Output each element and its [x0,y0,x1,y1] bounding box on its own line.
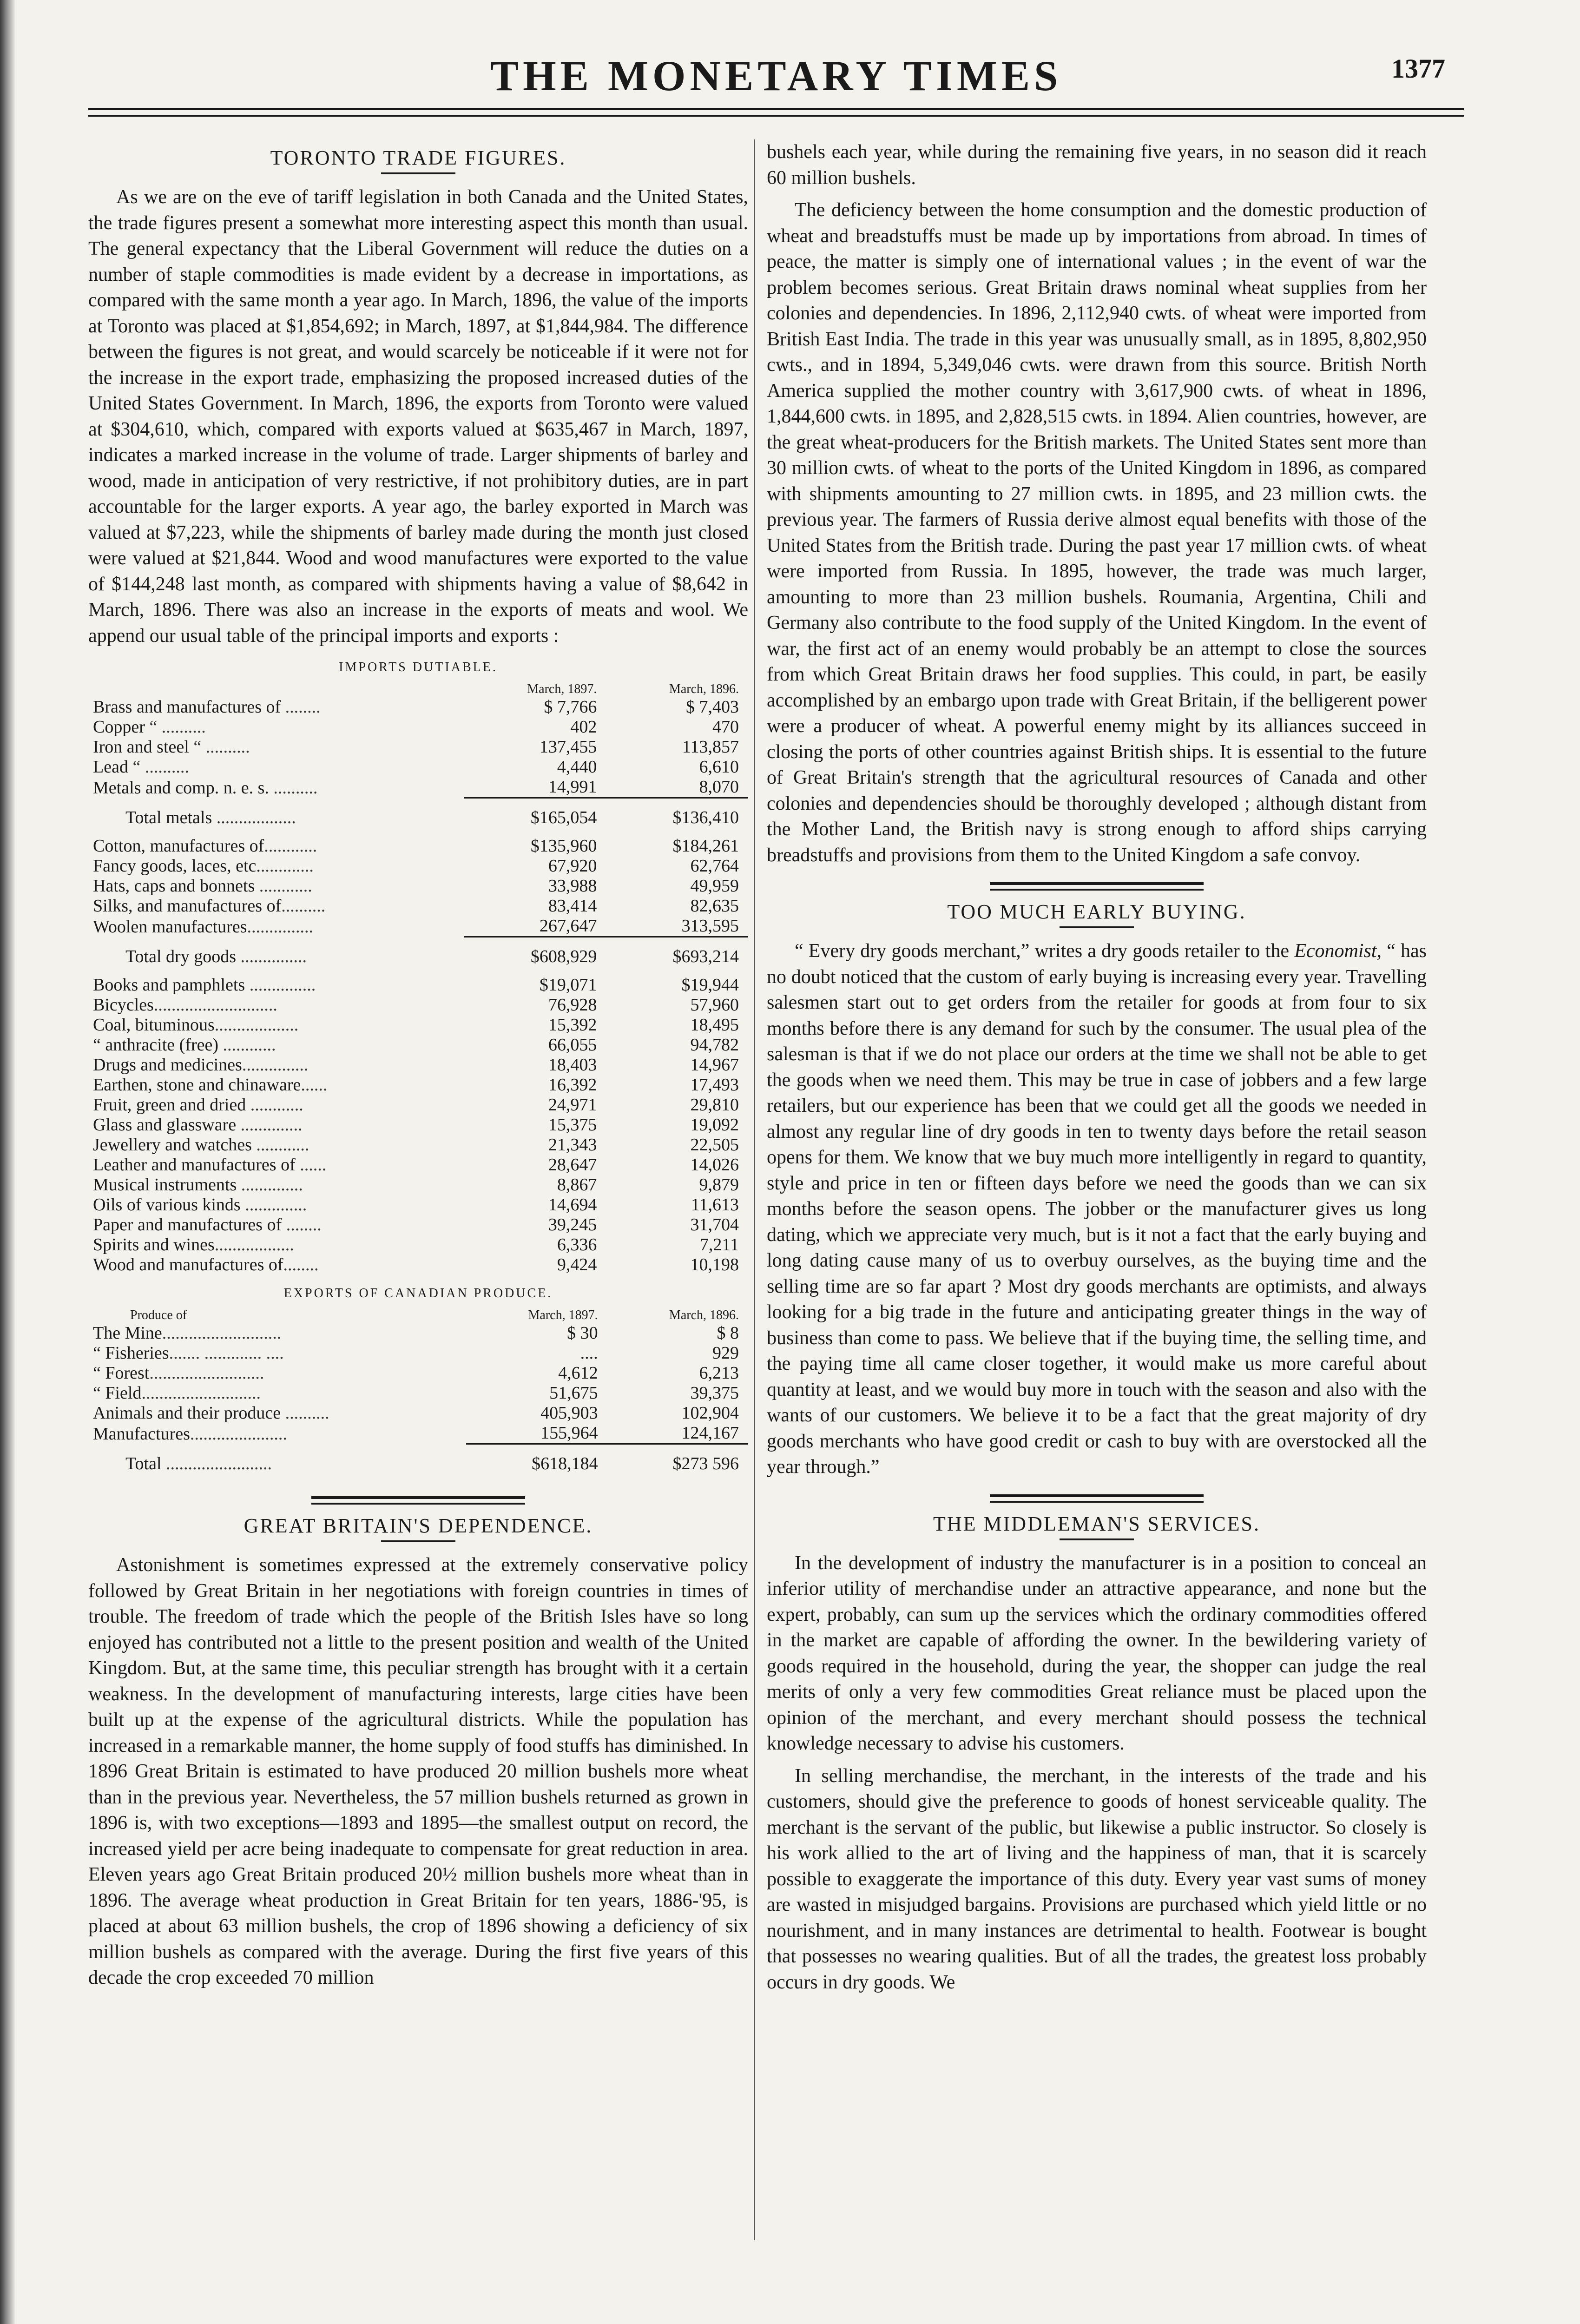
value-1897: 67,920 [548,856,597,876]
row-label: Musical instruments [93,1175,237,1195]
imports-caption: IMPORTS DUTIABLE. [339,660,498,674]
value-1897: 24,971 [548,1095,597,1115]
value-1896: 102,904 [681,1403,739,1423]
other-imports-rows [93,975,748,1275]
britain-paragraph-2: The deficiency between the home consumption and the domestic production of wheat and breadstuffs must be made up by importations from abroad. In times of peace, the matter is simply one of international values ; in the event of war the problem becomes serious. Great Britain draws nominal wheat supplies from her colonies and dependencies. In 1896, 2,112,940 cwts. of wheat were imported from British East India. The trade in this year was unusually small, as in 1895, 8,802,950 cwts., and in 1894, 5,349,046 cwts. were drawn from this source. British North America supplied the mother country with 3,617,900 cwts. of wheat in 1896, 1,844,600 cwts. in 1895, and 2,828,515 cwts. in 1894. Alien countries, however, are the great wheat-producers for the British markets. The United States sent more than 30 million cwts. of wheat to the ports of the United Kingdom in 1896, as compared with shipments amounting to 27 million cwts. in 1895, and 23 million cwts. the previous year. The farmers of Russia derive almost equal benefits with those of the United States from the British trade. During the past year 17 million cwts. of wheat were imported from Russia. In 1895, however, the trade was much larger, amounting to more than 23 million bushels. Roumania, Argentina, Chili and Germany also contribute to the food supply of the United Kingdom. In the event of war, the first act of an enemy would probably be an attempt to close the sources from which Great Britain draws her food supplies. This could, in part, be easily accomplished by an embargo upon trade with Great Britain, if the belligerent power were a producer of wheat. A powerful enemy might by its alliances succeed in closing the ports of other countries against British ships. It is essential to the future of Great Britain's strength that the agricultural resources of Canada and other colonies and dependencies should be thoroughly developed ; although distant from the Mother Land, the British navy is strong enough to afford ships carrying breadstuffs and provisions from them to the United Kingdom a safe convoy. [767,199,1427,866]
row-label: Hats, caps and bonnets [93,876,255,896]
row-leader: ........................... [141,1383,261,1403]
middleman-paragraph-1: In the development of industry the manufacturer is in a position to conceal an inferior utility of merchandise under an attractive appearance, and none but the expert, probably, can sum up the services which the ordinary commodities offered in the market are capable of affording the owner. In the bewildering variety of goods required in the household, during the year, the shopper can judge the real merits of only a very few commodities Great reliance must be placed upon the opinion of the merchant, and every merchant should possess the technical knowledge necessary to advise his customers. [767,1552,1427,1754]
row-leader: ............ [264,836,317,856]
row-leader: ...... [295,1155,327,1175]
right-column [767,139,1427,2002]
total-dry-row [93,937,748,976]
metals-rows [93,697,748,798]
row-leader: ............ [246,1095,303,1115]
table-row [93,1035,748,1055]
table-row [93,1195,748,1215]
table-row [93,1015,748,1035]
page-number: 1377 [1391,53,1445,84]
table-row [93,777,748,798]
table-row [93,1323,748,1343]
value-1897: 405,903 [540,1403,598,1423]
value-1896: $693,214 [672,947,739,966]
value-1897: $ 7,766 [544,697,597,717]
buying-heading: TOO MUCH EARLY BUYING. [947,900,1246,923]
row-leader: .............. [236,1115,303,1135]
value-1896: 929 [712,1343,739,1363]
row-label: Iron and steel [93,737,189,757]
row-label: “ Fisheries [93,1343,169,1363]
row-leader: .......................... [149,1363,264,1383]
value-1896: 113,857 [682,737,739,757]
heading-rule [1060,1538,1134,1540]
row-label: Copper [93,717,145,737]
value-1897: $165,054 [530,808,597,827]
toronto-intro: As we are on the eve of tariff legislation in both Canada and the United States, the trade figures present a somewhat more interesting aspect this month than usual. The general expectancy that the Liberal Government will reduce the duties on a number of staple commodities is made evident by a decrease in importations, as compared with the same month a year ago. In March, 1896, the value of the imports at Toronto was placed at $1,854,692; in March, 1897, at $1,844,984. The difference between the figures is not great, and would scarcely be noticeable if it were not for the increase in the export trade, emphasizing the proposed increased duties of the United States Government. In March, 1896, the exports from Toronto were valued at $304,610, which, compared with exports valued at $635,467 in March, 1897, indicates a marked increase in the volume of trade. Larger shipments of barley and wood, made in anticipation of very restrictive, if not prohibitory duties, are in part accountable for the larger exports. A year ago, the barley exported in March was valued at $7,223, while the shipments of barley made during the month just closed were valued at $21,844. Wood and wood manufactures were exported to the value of $144,248 last month, as compared with shipments having a value of $8,642 in March, 1896. There was also an increase in the exports of meats and wool. We append our usual table of the principal imports and exports : [88,186,748,647]
value-1897: 155,964 [466,1423,607,1444]
value-1896: 11,613 [691,1195,739,1215]
row-label: Coal, bituminous [93,1015,215,1035]
exports-caption: EXPORTS OF CANADIAN PRODUCE. [283,1286,553,1301]
row-label: Bicycles [93,995,154,1015]
dry-goods-rows [93,836,748,937]
table-row [93,1075,748,1095]
value-1896: 6,213 [699,1363,739,1383]
britain-paragraph-1-continued: bushels each year, while during the remaining five years, in no season did it reach 60 million bushels. [767,141,1427,189]
value-1897: 66,055 [548,1035,597,1055]
value-1896: 470 [712,717,739,737]
row-leader: ....... ............. .... [169,1343,284,1363]
buying-rest: , “ has no doubt noticed that the custom of early buying is increasing every year. Travelling salesmen start out to get orders from the retailer for goods at from four to six months before there is any demand for such by the consumer. The usual plea of the salesman is that if we do not place our orders at the time we shall not be able to get the goods when we need them. This may be true in case of jobbers and a few large retailers, but our experience has been that we could get all the goods we needed in almost any regular line of dry goods in ten to twenty days before the retail season opens for them. We know that we buy much more intelligently in regard to quantity, style and price in ten or fifteen days before we need the goods than we can six months before the season opens. The jobber or the manufacturer gives us long dating, which we appreciate very much, but is it not a fact that the early buying and long dating cause many of us to overbuy ourselves, as the buying time and the selling time are so far apart ? Most dry goods merchants are optimists, and always looking for a big trade in the future and anticipating greater things in the way of business than come to pass. We believe that if the buying time, the selling time, and the paying time all came closer together, it would make us more careful about quantity at least, and we would buy more in touch with the season and also with the wants of our customers. We believe it to be a fact that the great majority of dry goods merchants who have good credit or cash to buy with are overstocked all the year through.” [767,940,1427,1478]
imports-col-1897: March, 1897. [527,682,597,696]
value-1897: 18,403 [548,1055,597,1075]
value-1897: 51,675 [549,1383,598,1403]
row-leader: ........ [283,1255,319,1274]
table-row [93,1343,748,1363]
value-1896: 18,495 [690,1015,739,1035]
row-label: The Mine [93,1323,162,1343]
row-label: “ Forest [93,1363,150,1383]
exports-header-row [93,1307,748,1323]
row-leader: .............. [240,1195,307,1215]
row-leader: ............ [218,1035,276,1055]
value-1897: 9,424 [557,1255,597,1274]
value-1897: 14,991 [464,777,606,798]
value-1897: 6,336 [557,1235,597,1254]
row-label: “ Field [93,1383,142,1403]
middleman-paragraph-2: In selling merchandise, the merchant, in the interests of the trade and his customers, should give the preference to goods of honest serviceable quality. The merchant is the servant of the public, but likewise a public instructor. So closely is his work allied to the art of living and the happiness of man, that it is scarcely possible to exaggerate the importance of this duty. Every year vast sums of money are wasted in misjudged bargains. Provisions are purchased which yield little or no nourishment, and in many instances are detrimental to health. Footwear is bought that possesses no wearing qualities. But of all the trades, the greatest loss probably occurs in dry goods. We [767,1765,1427,1993]
value-1896: 29,810 [690,1095,739,1115]
table-row [93,717,748,737]
row-label: Fancy goods, laces, etc. [93,856,261,876]
value-1897: 39,245 [548,1215,597,1235]
value-1897: 402 [570,717,597,737]
value-1896: 6,610 [699,757,739,777]
exports-col-1897: March, 1897. [528,1308,598,1322]
row-leader: “ .......... [128,757,189,777]
row-leader: “ .......... [145,717,206,737]
value-1896: $136,410 [672,808,739,827]
value-1896: 57,960 [690,995,739,1015]
value-1897: $ 30 [567,1323,598,1343]
table-row [93,995,748,1015]
table-row [93,1095,748,1115]
value-1897: 14,694 [548,1195,597,1215]
table-row [93,1235,748,1255]
table-row [93,896,748,916]
table-row [93,737,748,757]
table-row [93,1055,748,1075]
row-label: Leather and manufactures of [93,1155,296,1175]
header-rule-top [88,108,1464,110]
row-leader: “ .......... [189,737,250,757]
value-1896: 49,959 [690,876,739,896]
value-1897: 4,612 [558,1363,598,1383]
table-row [93,836,748,856]
exports-col-1896: March, 1896. [669,1308,739,1322]
row-leader: ............ [255,876,312,896]
row-label: Cotton, manufactures of [93,836,264,856]
value-1896: $ 7,403 [686,697,739,717]
row-label: Total [125,1454,162,1473]
value-1896: 31,704 [690,1215,739,1235]
value-1896: 17,493 [690,1075,739,1095]
value-1896: 22,505 [690,1135,739,1155]
value-1897: .... [580,1343,598,1363]
row-label: Drugs and medicines [93,1055,242,1075]
row-label: Earthen, stone and chinaware [93,1075,301,1095]
value-1897: 21,343 [548,1135,597,1155]
row-leader: ............ [251,1135,309,1155]
row-leader: ............... [236,947,307,966]
value-1897: 4,440 [557,757,597,777]
row-label: Animals and their produce [93,1403,281,1423]
value-1896: 313,595 [606,916,748,937]
value-1896: 62,764 [690,856,739,876]
row-label: “ anthracite (free) [93,1035,219,1055]
row-leader: ........................ [161,1454,272,1473]
row-label: Glass and glassware [93,1115,237,1135]
left-column [88,139,748,1998]
table-row [93,975,748,995]
imports-col-1896: March, 1896. [669,682,739,696]
row-label: Total dry goods [125,947,236,966]
column-divider [754,139,755,2240]
toronto-heading: TORONTO TRADE FIGURES. [270,146,566,169]
economist-title: Economist [1294,940,1377,962]
total-metals-row [93,798,748,837]
row-label: Brass and manufactures of [93,697,281,717]
value-1897: 33,988 [548,876,597,896]
value-1897: 28,647 [548,1155,597,1175]
value-1897: $19,071 [539,975,597,995]
section-double-rule [990,1494,1204,1503]
row-leader: .............. [237,1175,303,1195]
table-row [93,1175,748,1195]
row-leader: ...................... [190,1424,287,1444]
value-1896: 82,635 [690,896,739,916]
value-1897: 76,928 [548,995,597,1015]
row-leader: .......... [281,1403,329,1423]
row-leader: ...... [301,1075,328,1095]
value-1897: 15,375 [548,1115,597,1135]
row-leader: .......... [269,778,318,798]
row-leader: .................. [212,808,296,827]
row-label: Oils of various kinds [93,1195,241,1215]
heading-rule [1060,926,1134,928]
imports-header-row [93,681,748,697]
exports-total-row [93,1444,748,1483]
imports-table [93,681,748,1275]
row-label: Lead [93,757,128,777]
row-label: Silks, and manufactures of [93,896,282,916]
row-label: Books and pamphlets [93,975,245,995]
value-1897: 16,392 [548,1075,597,1095]
row-leader: ............... [247,917,313,937]
row-label: Manufactures [93,1424,190,1444]
value-1896: 7,211 [699,1235,739,1254]
middleman-heading: THE MIDDLEMAN'S SERVICES. [933,1512,1260,1535]
value-1896: 19,092 [690,1115,739,1135]
heading-rule [381,172,455,174]
header-rule-bottom [88,115,1464,117]
buying-lead: “ Every dry goods merchant,” writes a dry goods retailer to the [795,940,1295,962]
exports-rows [93,1323,748,1444]
table-row [93,1115,748,1135]
value-1897: $135,960 [530,836,597,856]
section-double-rule [990,882,1204,891]
value-1896: 14,967 [690,1055,739,1075]
table-row [93,1215,748,1235]
table-row [93,1255,748,1275]
value-1896: $ 8 [717,1323,739,1343]
table-row [93,1155,748,1175]
row-leader: ............ [260,856,314,876]
table-row [93,876,748,896]
page-header [88,51,1464,139]
table-row [93,916,748,937]
row-leader: .......... [281,896,326,916]
row-label: Woolen manufactures [93,917,247,937]
table-row [93,1363,748,1383]
value-1896: 14,026 [690,1155,739,1175]
value-1896: $273 596 [672,1454,739,1473]
value-1896: 8,070 [606,777,748,798]
table-row [93,856,748,876]
table-row [93,1403,748,1423]
buying-paragraph [767,938,1427,1480]
row-leader: ........................... [162,1323,282,1343]
row-leader: ............... [245,975,316,995]
row-label: Wood and manufactures of [93,1255,283,1274]
value-1896: 94,782 [690,1035,739,1055]
row-leader: ........ [282,1215,322,1235]
britain-paragraph-1: Astonishment is sometimes expressed at the extremely conservative policy followed by Great Britain in her negotiations with foreign countries in times of trouble. The freedom of trade which the people of the British Isles have so long enjoyed has contributed not a little to the present position and wealth of the United Kingdom. But, at the same time, this peculiar strength has brought with it a certain weakness. In the development of manufacturing interests, large cities have been built up at the expense of the agricultural districts. While the population has increased in a remarkable manner, the home supply of food stuffs has diminished. In 1896 Great Britain is estimated to have produced 20 million bushels more wheat than in the previous year. Nevertheless, the 57 million bushels returned as grown in 1896 is, with two exceptions—1893 and 1895—the smallest output on record, the increased yield per acre being inadequate to compensate for great reduction in area. Eleven years ago Great Britain produced 20½ million bushels more wheat than in 1896. The average wheat production in Great Britain for ten years, 1886-'95, is placed at about 63 million bushels, the crop of 1896 showing a deficiency of six million bushels as compared with the average. During the first five years of this decade the crop exceeded 70 million [88,1554,748,1988]
value-1896: 9,879 [699,1175,739,1195]
table-row [93,1423,748,1444]
value-1897: 137,455 [539,737,597,757]
row-leader: ............................ [153,995,277,1015]
table-row [93,1135,748,1155]
row-label: Spirits and wines [93,1235,215,1254]
britain-heading: GREAT BRITAIN'S DEPENDENCE. [244,1514,593,1537]
row-leader: .................. [214,1235,294,1254]
row-leader: ............... [242,1055,309,1075]
heading-rule [381,1540,455,1542]
value-1897: 8,867 [557,1175,597,1195]
masthead-title: THE MONETARY TIMES [490,52,1062,99]
row-label: Paper and manufactures of [93,1215,282,1235]
row-label: Metals and comp. n. e. s. [93,778,269,798]
value-1896: $184,261 [672,836,739,856]
page-edge-shadow [0,0,16,2324]
value-1897: 267,647 [464,916,606,937]
value-1897: $618,184 [532,1454,598,1473]
value-1896: 10,198 [690,1255,739,1274]
table-row [93,757,748,777]
value-1897: 83,414 [548,896,597,916]
produce-of-label: Produce of [130,1308,187,1322]
exports-table [93,1307,748,1482]
row-leader: ................... [214,1015,299,1035]
row-leader: ........ [281,697,321,717]
row-label: Jewellery and watches [93,1135,252,1155]
section-double-rule [311,1496,525,1505]
row-label: Fruit, green and dried [93,1095,246,1115]
value-1896: 39,375 [690,1383,739,1403]
row-label: Total metals [125,808,212,827]
value-1897: 15,392 [548,1015,597,1035]
value-1897: $608,929 [530,947,597,966]
value-1896: 124,167 [607,1423,748,1444]
table-row [93,1383,748,1403]
value-1896: $19,944 [681,975,739,995]
table-row [93,697,748,717]
